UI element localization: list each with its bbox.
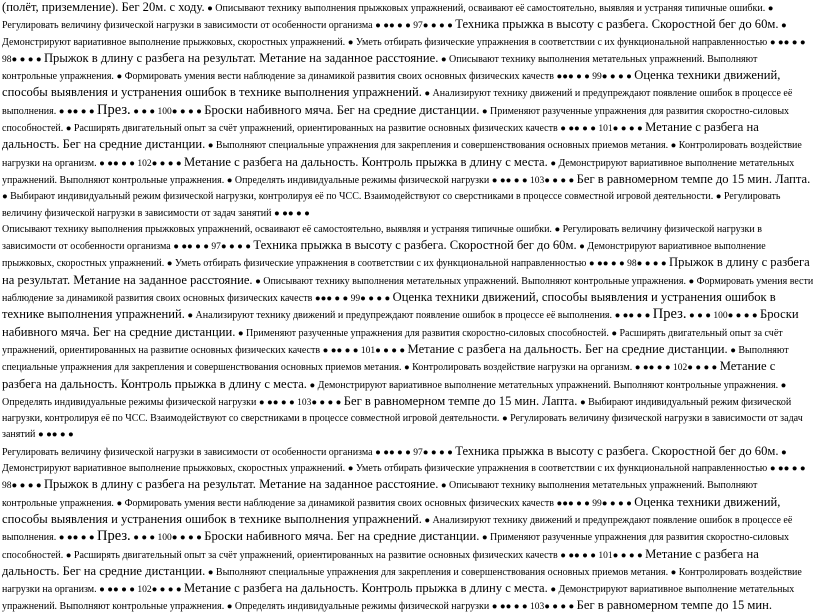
text-segment: Регулировать величину физической нагрузки в зависимости от особенности организма	[2, 446, 373, 458]
text-segment: Расширять двигательный опыт за счёт упражнений, ориентированных на развитие основных физических качеств	[73, 123, 558, 135]
bullet-marker: ●●● ● ● 99● ● ● ●	[556, 72, 635, 83]
bullet-marker: ● ●● ● ● 98● ● ● ●	[2, 37, 806, 65]
bullet-marker: ●	[166, 259, 175, 270]
text-segment: Уметь отбирать физические упражнения в соответствии с их функциональной направленностью	[174, 258, 587, 270]
text-segment: Прыжок в длину с разбега на результат. Метание на заданное расстояние.	[43, 50, 439, 65]
bullet-marker: ●	[554, 224, 563, 235]
bullet-marker: ●	[688, 276, 697, 287]
text-segment: Расширять двигательный опыт за счёт упражнений, ориентированных на развитие основных физических качеств	[73, 549, 558, 561]
bullet-marker: ●	[767, 4, 774, 14]
text-segment: Выбирают индивидуальный режим физической нагрузки, контролируя её по ЧСС. Взаимодействуют со сверстниками в процессе совместной игровой деятельности.	[2, 396, 792, 425]
bullet-marker: ●	[2, 192, 11, 203]
bullet-marker: ● ●● ● ● 103● ● ● ●	[491, 602, 577, 613]
text-segment: Демонстрируют вариативное выполнение метательных упражнений. Выполняют контрольные упражнения.	[317, 379, 779, 391]
bullet-marker: ●	[424, 89, 433, 100]
bullet-marker: ●	[237, 328, 247, 339]
text-segment: Формировать умения вести наблюдение за динамикой развития своих основных физических качеств	[2, 275, 814, 305]
text-segment: Техника прыжка в высоту с разбега. Скоростной бег до 60м.	[455, 443, 779, 458]
bullet-marker: ● ●● ● ● 102● ● ● ●	[99, 585, 185, 596]
text-segment: (полёт, приземление). Бег 20м. с ходу.	[2, 0, 205, 14]
text-segment: Уметь отбирать физические упражнения в соответствии с их функциональной направленностью	[355, 463, 768, 475]
bullet-marker: ● ●● ● ● 102● ● ● ●	[634, 363, 720, 374]
bullet-marker: ● ●● ● ● 98● ● ● ●	[2, 464, 806, 492]
bullet-marker: ●	[781, 447, 787, 458]
bullet-marker: ●	[730, 345, 739, 356]
text-segment: Метание с разбега на дальность. Контроль прыжка в длину с места.	[184, 154, 548, 169]
text-segment: Метание с разбега на дальность. Контроль прыжка в длину с места.	[184, 581, 548, 596]
text-block	[2, 222, 814, 444]
text-segment: Бег в равномерном темпе до 15 мин. Лапта.	[343, 393, 578, 408]
text-segment: Определять индивидуальные режимы физической нагрузки	[2, 396, 257, 408]
bullet-marker: ● ●● ● ● 98● ● ● ●	[588, 259, 670, 270]
bullet-marker: ●	[781, 21, 787, 32]
text-segment: Выполняют специальные упражнения для закрепления и совершенствования основных приемов метания.	[215, 140, 669, 152]
bullet-marker: ●	[65, 550, 74, 561]
text-segment: Техника прыжка в высоту с разбега. Скоростной бег до 60м.	[455, 17, 779, 32]
bullet-marker: ● ●● ● ● 101● ● ● ●	[560, 550, 646, 561]
text-segment: Описывают технику выполнения метательных упражнений. Выполняют контрольные упражнения.	[2, 53, 758, 83]
text-segment: Регулировать величину физической нагрузки в зависимости от задач занятий	[2, 191, 781, 219]
text-segment: Регулировать величину физической нагрузки в зависимости от задач занятий	[2, 413, 803, 441]
bullet-marker: ●	[226, 175, 235, 186]
text-segment: Броски набивного мяча. Бег на средние дистанции.	[2, 307, 799, 339]
text-segment: През.	[652, 306, 687, 323]
text-segment: Оценка техники движений, способы выявления и устранения ошибок в технике выполнения упражнений.	[2, 68, 781, 100]
bullet-marker: ● ●● ● ●	[614, 311, 653, 322]
bullet-marker: ● ●● ● ● 101● ● ● ●	[560, 124, 646, 135]
text-segment: Анализируют технику движений и предупреждают появление ошибок в процессе её выполнения.	[195, 310, 613, 322]
text-segment: Демонстрируют вариативное выполнение метательных упражнений. Выполняют контрольные упражнения.	[2, 157, 795, 186]
text-block	[2, 0, 814, 222]
text-segment: Метание с разбега на дальность. Бег на средние дистанции.	[2, 120, 759, 152]
text-segment: Описывают технику выполнения прыжковых упражнений, осваивают её самостоятельно, выявляя и устраняя типичные ошибки.	[215, 3, 766, 14]
text-segment: Применяют разученные упражнения для развития скоростно-силовых способностей.	[2, 532, 790, 561]
text-segment: Броски набивного мяча. Бег на средние дистанции.	[204, 102, 480, 117]
bullet-marker: ● ● ● 100● ● ● ●	[133, 533, 205, 544]
text-segment: Оценка техники движений, способы выявления и устранения ошибок в технике выполнения упражнений.	[2, 494, 781, 526]
text-segment: Выполняют специальные упражнения для закрепления и совершенствования основных приемов метания.	[215, 566, 669, 578]
text-segment: Регулировать величину физической нагрузки в зависимости от особенности организма	[2, 223, 762, 253]
text-segment: Бег в равномерном темпе до 15 мин. Лапта.	[576, 171, 811, 186]
bullet-marker: ● ●● ● ● 102● ● ● ●	[99, 158, 185, 169]
bullet-marker: ●	[207, 567, 216, 578]
text-segment: Регулировать величину физической нагрузки в зависимости от особенности организма	[2, 20, 373, 32]
bullet-marker: ●	[440, 481, 450, 492]
bullet-marker: ●●● ● ● 99● ● ● ●	[556, 498, 635, 509]
bullet-marker: ●	[550, 585, 559, 596]
bullet-marker: ●	[347, 37, 356, 48]
bullet-marker: ●	[501, 414, 511, 425]
text-segment: Описывают технику выполнения метательных упражнений. Выполняют контрольные упражнения.	[2, 480, 758, 509]
bullet-marker: ●	[65, 124, 74, 135]
text-segment: Контролировать воздействие нагрузки на организм.	[2, 566, 802, 596]
bullet-marker: ● ●● ● ● 97● ● ● ●	[375, 21, 456, 32]
text-segment: Описывают технику выполнения метательных упражнений. Выполняют контрольные упражнения.	[263, 275, 686, 287]
text-segment: Уметь отбирать физические упражнения в соответствии с их функциональной направленностью	[355, 36, 768, 48]
bullet-marker: ● ● ● 100● ● ● ●	[688, 311, 761, 322]
text-segment: Формировать умения вести наблюдение за динамикой развития своих основных физических качеств	[124, 497, 554, 509]
text-segment: Формировать умения вести наблюдение за динамикой развития своих основных физических качеств	[124, 71, 554, 83]
bullet-marker: ●	[403, 363, 413, 374]
text-segment: Определять индивидуальные режимы физической нагрузки	[234, 601, 490, 613]
bullet-marker: ●	[116, 498, 125, 509]
bullet-marker: ●	[226, 602, 235, 613]
text-segment: Демонстрируют вариативное выполнение прыжковых, скоростных упражнений.	[2, 36, 346, 48]
bullet-marker: ●	[440, 54, 450, 65]
bullet-marker: ●	[424, 515, 433, 526]
text-segment: Прыжок в длину с разбега на результат. Метание на заданное расстояние.	[43, 477, 439, 492]
text-segment: Контролировать воздействие нагрузки на организм.	[412, 362, 633, 374]
text-segment: Расширять двигательный опыт за счёт упражнений, ориентированных на развитие основных физических качеств	[2, 327, 783, 356]
text-segment: Выбирают индивидуальный режим физической нагрузки, контролируя её по ЧСС. Взаимодействуют со сверстниками в процессе совместной игровой деятельности.	[10, 191, 714, 203]
text-segment: Метание с разбега на дальность. Бег на средние дистанции.	[2, 546, 759, 578]
bullet-marker: ●	[715, 192, 724, 203]
bullet-marker: ●	[670, 141, 679, 152]
text-segment: Метание с разбега на дальность. Контроль прыжка в длину с места.	[2, 359, 776, 391]
bullet-marker: ●	[579, 397, 589, 408]
bullet-marker: ● ●● ● ● 101● ● ● ●	[322, 345, 408, 356]
text-segment: Метание с разбега на дальность. Бег на средние дистанции.	[407, 341, 728, 356]
text-segment: Бег в равномерном темпе до 15 мин.	[576, 598, 773, 613]
bullet-marker: ●	[481, 533, 491, 544]
text-segment: Техника прыжка в высоту с разбега. Скоростной бег до 60м.	[253, 238, 577, 253]
text-segment: Демонстрируют вариативное выполнение прыжковых, скоростных упражнений.	[2, 463, 346, 475]
text-block	[2, 444, 814, 616]
bullet-marker: ●	[309, 380, 318, 391]
text-segment: Определять индивидуальные режимы физической нагрузки	[234, 174, 490, 186]
text-segment: Применяют разученные упражнения для развития скоростно-силовых способностей.	[246, 327, 609, 339]
bullet-marker: ● ●● ● ● 103● ● ● ●	[491, 175, 577, 186]
text-segment: През.	[96, 528, 131, 545]
bullet-marker: ● ●● ● ● 97● ● ● ●	[173, 242, 254, 253]
bullet-marker: ● ●● ● ●	[37, 430, 74, 441]
bullet-marker: ●	[207, 4, 216, 14]
text-segment: Оценка техники движений, способы выявления и устранения ошибок в технике выполнения упражнений.	[2, 290, 776, 322]
bullet-marker: ● ●● ● ●	[58, 533, 97, 544]
bullet-marker: ●	[207, 141, 216, 152]
text-segment: Применяют разученные упражнения для развития скоростно-силовых способностей.	[2, 105, 790, 135]
bullet-marker: ●	[347, 464, 356, 475]
text-segment: Анализируют технику движений и предупреждают появление ошибок в процессе её выполнения.	[2, 514, 793, 544]
text-segment: Демонстрируют вариативное выполнение прыжковых, скоростных упражнений.	[2, 241, 766, 270]
bullet-marker: ● ●● ● ● 97● ● ● ●	[375, 447, 456, 458]
bullet-marker: ●	[611, 328, 620, 339]
bullet-marker: ●	[780, 380, 787, 391]
bullet-marker: ●	[481, 106, 491, 117]
text-segment: Выполняют специальные упражнения для закрепления и совершенствования основных приемов метания.	[2, 344, 789, 374]
bullet-marker: ● ●● ● ●	[274, 208, 310, 219]
bullet-marker: ● ●● ● ● 103● ● ● ●	[258, 397, 344, 408]
text-segment: Прыжок в длину с разбега на результат. Метание на заданное расстояние.	[2, 255, 810, 287]
bullet-marker: ●	[550, 158, 559, 169]
bullet-marker: ● ● ● 100● ● ● ●	[133, 106, 205, 117]
text-segment: Контролировать воздействие нагрузки на организм.	[2, 140, 802, 169]
bullet-marker: ●	[579, 242, 588, 253]
bullet-marker: ●	[187, 311, 196, 322]
bullet-marker: ●	[116, 72, 125, 83]
bullet-marker: ● ●● ● ●	[58, 106, 97, 117]
text-segment: През.	[96, 101, 131, 118]
bullet-marker: ●●● ● ● 99● ● ● ●	[314, 294, 393, 305]
text-segment: Броски набивного мяча. Бег на средние дистанции.	[204, 529, 480, 544]
bullet-marker: ●	[255, 276, 264, 287]
text-segment: Описывают технику выполнения прыжковых упражнений, осваивают её самостоятельно, выявляя и устраняя типичные ошибки.	[2, 223, 552, 235]
text-segment: Анализируют технику движений и предупреждают появление ошибок в процессе её выполнения.	[2, 88, 793, 117]
text-segment: Демонстрируют вариативное выполнение метательных упражнений. Выполняют контрольные упражнения.	[2, 584, 795, 613]
bullet-marker: ●	[670, 567, 679, 578]
